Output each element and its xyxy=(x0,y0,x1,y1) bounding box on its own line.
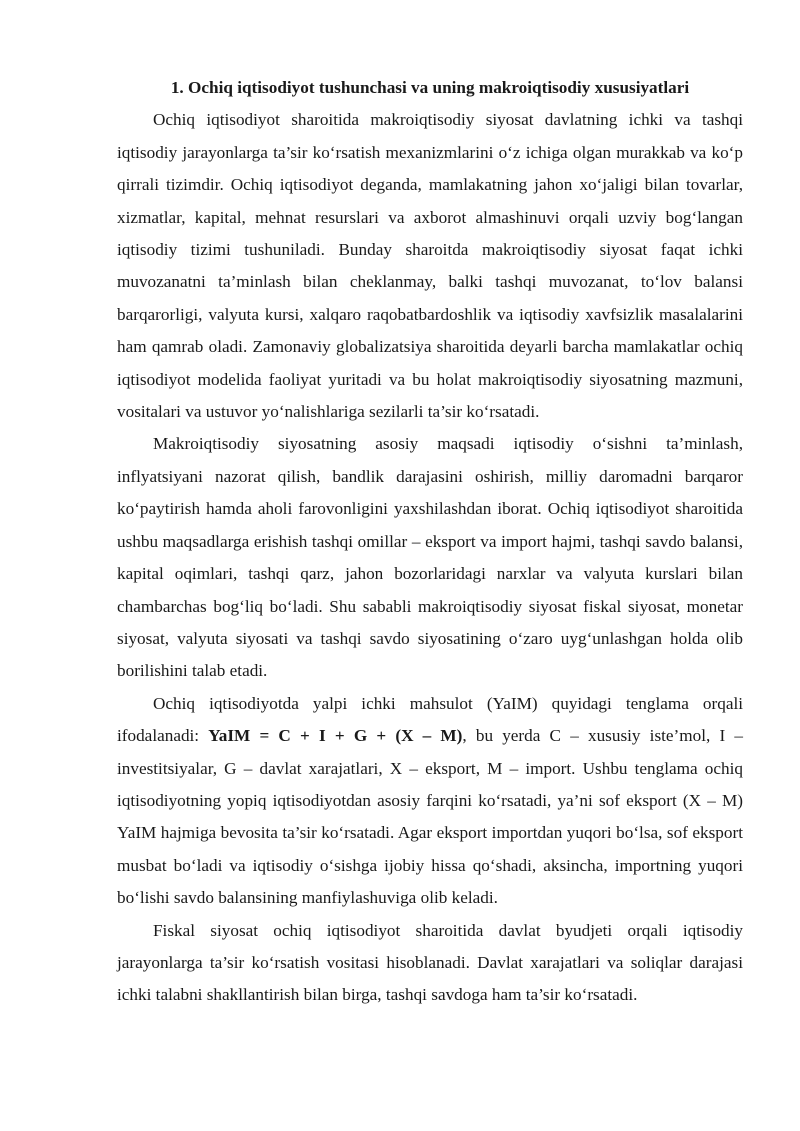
gdp-formula: YaIM = C + I + G + (X – M) xyxy=(208,726,463,746)
section-heading: 1. Ochiq iqtisodiyot tushunchasi va uning makroiqtisodiy xususiyatlari xyxy=(170,78,690,97)
gdp-explanation-text: , bu yerda C – xususiy iste’mol, I – investitsiyalar, G – davlat xarajatlari, X – eksport, M – import. Ushbu tenglama ochiq iqtisodiyotning yopiq iqtisodiyotdan asosiy farqini ko‘rsatadi, ya’ni sof eksport (X – M) YaIM hajmiga bevosita ta’sir ko‘rsatadi. Agar eksport importdan yuqori bo‘lsa, sof eksport musbat bo‘ladi va iqtisodiy o‘sishga ijobiy hissa qo‘shadi, aksincha, importning yuqori bo‘lishi savdo balansining manfiylashuviga olib keladi. xyxy=(117,726,743,908)
paragraph-open-economy-definition: Ochiq iqtisodiyot sharoitida makroiqtisodiy siyosat davlatning ichki va tashqi iqtisodiy jarayonlarga ta’sir ko‘rsatish mexanizmlarini o‘z ichiga olgan murakkab va ko‘p qirrali tizimdir. Ochiq iqtisodiyot deganda, mamlakatning jahon xo‘jaligi bilan tovarlar, xizmatlar, kapital, mehnat resurslari va axborot almashinuvi orqali uzviy bog‘langan iqtisodiy tizimi tushuniladi. Bunday sharoitda makroiqtisodiy siyosat faqat ichki muvozanatni ta’minlash bilan cheklanmay, balki tashqi muvozanat, to‘lov balansi barqarorligi, valyuta kursi, xalqaro raqobatbardoshlik va iqtisodiy xavfsizlik masalalarini ham qamrab oladi. Zamonaviy globalizatsiya sharoitida deyarli barcha mamlakatlar ochiq iqtisodiyot modelida faoliyat yuritadi va bu holat makroiqtisodiy siyosatning mazmuni, vositalari va ustuvor yo‘nalishlariga sezilarli ta’sir ko‘rsatadi. xyxy=(117,110,743,422)
gdp-intro-text: Ochiq iqtisodiyotda yalpi ichki mahsulot (YaIM) quyidagi tenglama orqali ifodalanadi: xyxy=(117,693,743,746)
paragraph-fiscal-policy: Fiskal siyosat ochiq iqtisodiyot sharoitida davlat byudjeti orqali iqtisodiy jarayonlarga ta’sir ko‘rsatish vositasi hisoblanadi. Davlat xarajatlari va soliqlar darajasi ichki talabni shakllantirish bilan birga, tashqi savdoga ham ta’sir ko‘rsatadi. xyxy=(117,920,743,1005)
paragraph-gdp-equation xyxy=(117,688,743,915)
document-body xyxy=(117,72,743,1012)
paragraph-policy-goals: Makroiqtisodiy siyosatning asosiy maqsadi iqtisodiy o‘sishni ta’minlash, inflyatsiyani nazorat qilish, bandlik darajasini oshirish, milliy daromadni barqaror ko‘paytirish hamda aholi farovonligini yaxshilashdan iborat. Ochiq iqtisodiyot sharoitida ushbu maqsadlarga erishish tashqi omillar – eksport va import hajmi, tashqi savdo balansi, kapital oqimlari, tashqi qarz, jahon bozorlaridagi narxlar va valyuta kurslari bilan chambarchas bog‘liq bo‘ladi. Shu sababli makroiqtisodiy siyosat fiskal siyosat, monetar siyosat, valyuta siyosati va tashqi savdo siyosatining o‘zaro uyg‘unlashgan holda olib borilishini talab etadi. xyxy=(117,434,743,681)
